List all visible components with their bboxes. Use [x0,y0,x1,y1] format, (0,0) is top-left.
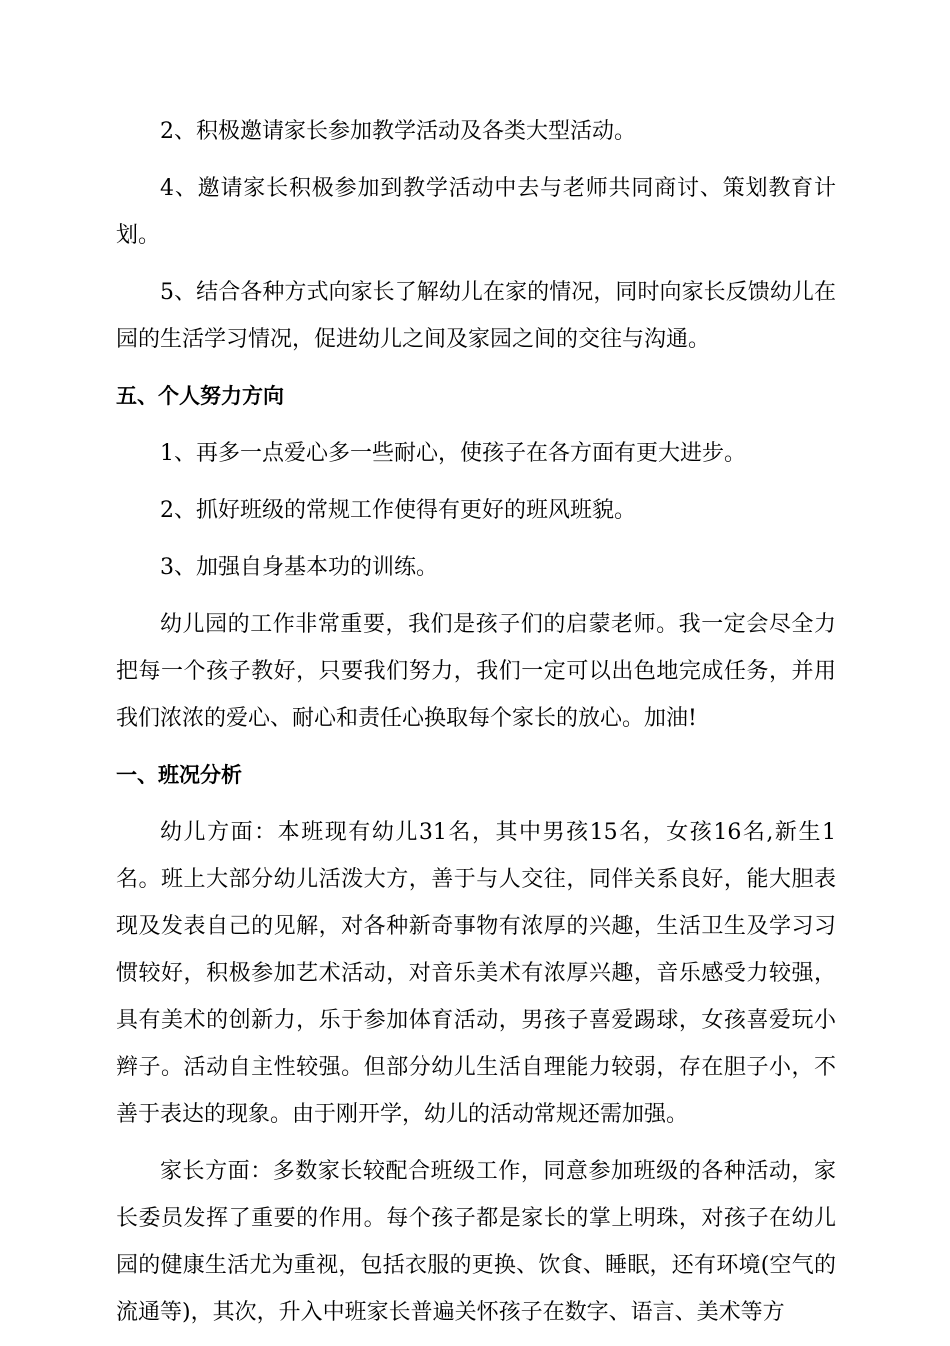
paragraph-invite-parents-activities: 2、积极邀请家长参加教学活动及各类大型活动。 [160,119,636,144]
paragraph-invite-parents-planning: 4、邀请家长积极参加到教学活动中去与老师共同商讨、策划教育计划。 [116,176,836,248]
paragraph-communication-methods: 5、结合各种方式向家长了解幼儿在家的情况，同时向家长反馈幼儿在园的生活学习情况，促进幼儿之间及家园之间的交往与沟通。 [116,280,836,352]
section-heading-class-analysis: 一、班况分析 [116,763,242,787]
paragraph-class-routine: 2、抓好班级的常规工作使得有更好的班风班貌。 [160,498,636,523]
paragraph-children-aspect: 幼儿方面：本班现有幼儿31名，其中男孩15名，女孩16名,新生1名。班上大部分幼儿活泼大方，善于与人交往，同伴关系良好，能大胆表现及发表自己的见解，对各种新奇事物有浓厚的兴趣，生活卫生及学习习惯较好，积极参加艺术活动，对音乐美术有浓厚兴趣，音乐感受力较强，具有美术的创新力，乐于参加体育活动，男孩子喜爱踢球，女孩喜爱玩小辫子。活动自主性较强。但部分幼儿生活自理能力较弱，存在胆子小，不善于表达的现象。由于刚开学，幼儿的活动常规还需加强。 [116,820,836,1127]
paragraph-parents-aspect: 家长方面：多数家长较配合班级工作，同意参加班级的各种活动，家长委员发挥了重要的作用。每个孩子都是家长的掌上明珠，对孩子在幼儿园的健康生活尤为重视，包括衣服的更换、饮食、睡眠，还有环境(空气的流通等)，其次，升入中班家长普遍关怀孩子在数字、语言、美术等方 [116,1159,836,1325]
paragraph-more-love-patience: 1、再多一点爱心多一些耐心，使孩子在各方面有更大进步。 [160,441,746,466]
section-heading-personal-effort: 五、个人努力方向 [116,384,284,408]
paragraph-kindergarten-work: 幼儿园的工作非常重要，我们是孩子们的启蒙老师。我一定会尽全力把每一个孩子教好，只要我们努力，我们一定可以出色地完成任务，并用我们浓浓的爱心、耐心和责任心换取每个家长的放心。加油! [116,612,836,731]
paragraph-basic-skills: 3、加强自身基本功的训练。 [160,555,438,580]
document-body [116,108,836,1346]
